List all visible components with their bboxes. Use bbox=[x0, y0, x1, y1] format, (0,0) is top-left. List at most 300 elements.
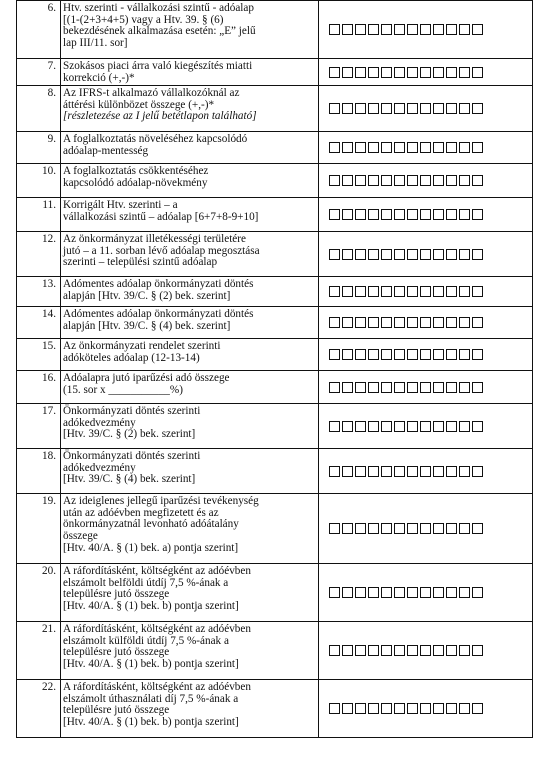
digit-box[interactable] bbox=[433, 317, 444, 328]
amount-cell bbox=[319, 339, 533, 371]
digit-box[interactable] bbox=[368, 209, 379, 220]
digit-box[interactable] bbox=[472, 466, 483, 477]
row-description bbox=[61, 339, 319, 371]
digit-box-group bbox=[329, 209, 532, 220]
description-line: [részletezése az I jelű betétlapon található] bbox=[63, 110, 257, 123]
digit-box[interactable] bbox=[459, 286, 470, 297]
digit-box[interactable] bbox=[394, 103, 405, 114]
digit-box[interactable] bbox=[407, 209, 418, 220]
description-line: A ráfordításként, költségként az adóévben bbox=[63, 565, 251, 578]
description-line: Adómentes adóalap önkormányzati döntés bbox=[63, 308, 254, 321]
digit-box[interactable] bbox=[433, 523, 444, 534]
digit-box[interactable] bbox=[394, 587, 405, 598]
digit-box[interactable] bbox=[355, 286, 366, 297]
digit-box[interactable] bbox=[394, 523, 405, 534]
digit-box[interactable] bbox=[420, 466, 431, 477]
digit-box[interactable] bbox=[433, 175, 444, 186]
digit-box[interactable] bbox=[394, 67, 405, 78]
digit-box-group bbox=[329, 523, 532, 534]
digit-box[interactable] bbox=[381, 349, 392, 360]
digit-box[interactable] bbox=[394, 466, 405, 477]
row-description bbox=[61, 371, 319, 404]
digit-box[interactable] bbox=[381, 209, 392, 220]
row-number: 19. bbox=[17, 494, 61, 564]
digit-box[interactable] bbox=[355, 175, 366, 186]
form-row bbox=[17, 339, 533, 371]
row-description bbox=[61, 198, 319, 232]
description-line: Szokásos piaci árra való kiegészítés miatti bbox=[63, 60, 253, 72]
digit-box[interactable] bbox=[472, 523, 483, 534]
row-number: 8. bbox=[17, 86, 61, 132]
digit-box-group bbox=[329, 466, 532, 477]
digit-box[interactable] bbox=[368, 421, 379, 432]
digit-box[interactable] bbox=[420, 703, 431, 714]
digit-box[interactable] bbox=[368, 103, 379, 114]
digit-box[interactable] bbox=[472, 142, 483, 153]
digit-box[interactable] bbox=[394, 142, 405, 153]
tax-form-table bbox=[16, 0, 533, 738]
digit-box-group bbox=[329, 645, 532, 656]
row-description bbox=[61, 59, 319, 86]
digit-box[interactable] bbox=[368, 349, 379, 360]
digit-box[interactable] bbox=[329, 587, 340, 598]
digit-box[interactable] bbox=[433, 142, 444, 153]
digit-box[interactable] bbox=[407, 175, 418, 186]
description-line: adóköteles adóalap (12-13-14) bbox=[63, 351, 200, 364]
digit-box[interactable] bbox=[420, 175, 431, 186]
digit-box[interactable] bbox=[459, 24, 470, 35]
row-number: 9. bbox=[17, 132, 61, 164]
digit-box-group bbox=[329, 349, 532, 360]
digit-box[interactable] bbox=[368, 24, 379, 35]
digit-box[interactable] bbox=[459, 587, 470, 598]
digit-box[interactable] bbox=[355, 317, 366, 328]
form-row bbox=[17, 371, 533, 404]
digit-box[interactable] bbox=[368, 249, 379, 260]
amount-cell bbox=[319, 371, 533, 404]
digit-box[interactable] bbox=[407, 142, 418, 153]
digit-box[interactable] bbox=[368, 645, 379, 656]
digit-box[interactable] bbox=[355, 466, 366, 477]
digit-box[interactable] bbox=[342, 349, 353, 360]
digit-box[interactable] bbox=[446, 523, 457, 534]
form-row bbox=[17, 449, 533, 494]
row-number: 15. bbox=[17, 339, 61, 371]
digit-box[interactable] bbox=[368, 175, 379, 186]
description-line: Az önkormányzati rendelet szerinti bbox=[63, 340, 221, 353]
description-line: szerinti – települési szintű adóalap bbox=[63, 256, 218, 269]
digit-box[interactable] bbox=[342, 645, 353, 656]
description-line: településre jutó összege bbox=[63, 646, 170, 659]
description-line: Htv. szerinti - vállalkozási szintű - adóalap bbox=[63, 2, 254, 14]
digit-box[interactable] bbox=[459, 466, 470, 477]
digit-box[interactable] bbox=[459, 142, 470, 153]
amount-cell bbox=[319, 232, 533, 277]
description-line: önkormányzatnál levonható adóátalány bbox=[63, 518, 239, 531]
digit-box[interactable] bbox=[381, 175, 392, 186]
row-description bbox=[61, 564, 319, 622]
digit-box[interactable] bbox=[472, 286, 483, 297]
digit-box[interactable] bbox=[459, 523, 470, 534]
digit-box[interactable] bbox=[420, 382, 431, 393]
digit-box[interactable] bbox=[355, 703, 366, 714]
digit-box[interactable] bbox=[472, 67, 483, 78]
amount-cell bbox=[319, 680, 533, 738]
digit-box[interactable] bbox=[459, 103, 470, 114]
digit-box[interactable] bbox=[381, 466, 392, 477]
row-number: 18. bbox=[17, 449, 61, 494]
digit-box[interactable] bbox=[433, 286, 444, 297]
digit-box[interactable] bbox=[394, 175, 405, 186]
digit-box[interactable] bbox=[342, 286, 353, 297]
digit-box[interactable] bbox=[433, 67, 444, 78]
digit-box[interactable] bbox=[433, 209, 444, 220]
description-line: [Htv. 40/A. § (1) bek. b) pontja szerint] bbox=[63, 599, 239, 612]
description-line: településre jutó összege bbox=[63, 588, 170, 601]
digit-box[interactable] bbox=[329, 703, 340, 714]
digit-box[interactable] bbox=[329, 645, 340, 656]
digit-box[interactable] bbox=[381, 286, 392, 297]
description-line: Az IFRS-t alkalmazó vállalkozóknál az bbox=[63, 87, 240, 100]
form-row bbox=[17, 680, 533, 738]
digit-box[interactable] bbox=[446, 703, 457, 714]
amount-cell bbox=[319, 564, 533, 622]
digit-box[interactable] bbox=[368, 317, 379, 328]
digit-box[interactable] bbox=[446, 466, 457, 477]
digit-box[interactable] bbox=[381, 382, 392, 393]
digit-box[interactable] bbox=[329, 466, 340, 477]
row-description bbox=[61, 132, 319, 164]
digit-box[interactable] bbox=[420, 142, 431, 153]
digit-box[interactable] bbox=[329, 286, 340, 297]
digit-box[interactable] bbox=[446, 209, 457, 220]
digit-box[interactable] bbox=[407, 24, 418, 35]
digit-box[interactable] bbox=[472, 249, 483, 260]
description-line: Önkormányzati döntés szerinti bbox=[63, 450, 201, 463]
amount-cell bbox=[319, 132, 533, 164]
digit-box[interactable] bbox=[407, 382, 418, 393]
digit-box[interactable] bbox=[433, 24, 444, 35]
digit-box[interactable] bbox=[329, 24, 340, 35]
digit-box[interactable] bbox=[433, 421, 444, 432]
digit-box[interactable] bbox=[446, 286, 457, 297]
form-row bbox=[17, 307, 533, 339]
digit-box[interactable] bbox=[407, 703, 418, 714]
digit-box[interactable] bbox=[459, 645, 470, 656]
digit-box[interactable] bbox=[446, 249, 457, 260]
row-number: 11. bbox=[17, 198, 61, 232]
digit-box[interactable] bbox=[368, 703, 379, 714]
digit-box[interactable] bbox=[355, 523, 366, 534]
form-row bbox=[17, 132, 533, 164]
amount-cell bbox=[319, 404, 533, 449]
description-line: [Htv. 39/C. § (2) bek. szerint] bbox=[63, 428, 196, 441]
digit-box[interactable] bbox=[446, 587, 457, 598]
digit-box[interactable] bbox=[420, 24, 431, 35]
digit-box[interactable] bbox=[329, 349, 340, 360]
digit-box[interactable] bbox=[472, 645, 483, 656]
digit-box[interactable] bbox=[368, 587, 379, 598]
digit-box[interactable] bbox=[368, 142, 379, 153]
digit-box-group bbox=[329, 175, 532, 186]
digit-box[interactable] bbox=[459, 317, 470, 328]
row-number: 16. bbox=[17, 371, 61, 404]
description-line: lap III/11. sor] bbox=[63, 36, 128, 49]
digit-box[interactable] bbox=[329, 142, 340, 153]
digit-box[interactable] bbox=[394, 209, 405, 220]
digit-box[interactable] bbox=[368, 466, 379, 477]
digit-box[interactable] bbox=[407, 523, 418, 534]
digit-box[interactable] bbox=[381, 24, 392, 35]
digit-box[interactable] bbox=[420, 645, 431, 656]
description-line: kapcsolódó adóalap-növekmény bbox=[63, 176, 208, 189]
digit-box[interactable] bbox=[420, 421, 431, 432]
digit-box[interactable] bbox=[329, 209, 340, 220]
digit-box[interactable] bbox=[459, 175, 470, 186]
digit-box[interactable] bbox=[342, 382, 353, 393]
digit-box[interactable] bbox=[342, 421, 353, 432]
digit-box[interactable] bbox=[459, 703, 470, 714]
digit-box[interactable] bbox=[433, 382, 444, 393]
row-description bbox=[61, 307, 319, 339]
digit-box[interactable] bbox=[329, 175, 340, 186]
digit-box[interactable] bbox=[381, 103, 392, 114]
digit-box[interactable] bbox=[433, 103, 444, 114]
description-line: bekezdésének alkalmazása esetén: „E” jelű bbox=[63, 25, 256, 38]
digit-box[interactable] bbox=[381, 317, 392, 328]
digit-box[interactable] bbox=[381, 703, 392, 714]
digit-box[interactable] bbox=[420, 587, 431, 598]
digit-box[interactable] bbox=[446, 645, 457, 656]
digit-box[interactable] bbox=[342, 523, 353, 534]
digit-box[interactable] bbox=[381, 249, 392, 260]
row-description bbox=[61, 277, 319, 307]
digit-box[interactable] bbox=[355, 421, 366, 432]
digit-box[interactable] bbox=[446, 142, 457, 153]
description-line: [Htv. 40/A. § (1) bek. a) pontja szerint] bbox=[63, 541, 239, 554]
digit-box[interactable] bbox=[407, 349, 418, 360]
amount-cell bbox=[319, 59, 533, 86]
description-line: A foglalkoztatás csökkentéséhez bbox=[63, 165, 209, 178]
digit-box[interactable] bbox=[407, 317, 418, 328]
description-line: után az adóévben megfizetett és az bbox=[63, 506, 219, 519]
digit-box[interactable] bbox=[472, 382, 483, 393]
digit-box[interactable] bbox=[472, 175, 483, 186]
digit-box[interactable] bbox=[355, 103, 366, 114]
row-description bbox=[61, 404, 319, 449]
form-row bbox=[17, 277, 533, 307]
row-description bbox=[61, 164, 319, 198]
digit-box[interactable] bbox=[329, 382, 340, 393]
digit-box[interactable] bbox=[355, 587, 366, 598]
digit-box[interactable] bbox=[342, 317, 353, 328]
digit-box[interactable] bbox=[381, 67, 392, 78]
digit-box[interactable] bbox=[394, 24, 405, 35]
digit-box[interactable] bbox=[355, 382, 366, 393]
digit-box[interactable] bbox=[342, 587, 353, 598]
digit-box[interactable] bbox=[394, 645, 405, 656]
amount-cell bbox=[319, 1, 533, 59]
digit-box[interactable] bbox=[355, 142, 366, 153]
form-row bbox=[17, 564, 533, 622]
digit-box[interactable] bbox=[355, 349, 366, 360]
description-line: Korrigált Htv. szerinti – a bbox=[63, 199, 178, 212]
digit-box[interactable] bbox=[472, 24, 483, 35]
digit-box[interactable] bbox=[433, 249, 444, 260]
row-description bbox=[61, 494, 319, 564]
digit-box[interactable] bbox=[355, 24, 366, 35]
digit-box[interactable] bbox=[342, 209, 353, 220]
description-line: Önkormányzati döntés szerinti bbox=[63, 405, 201, 418]
digit-box[interactable] bbox=[420, 209, 431, 220]
description-line: Adóalapra jutó iparűzési adó összege bbox=[63, 372, 230, 385]
row-number: 6. bbox=[17, 1, 61, 59]
digit-box[interactable] bbox=[420, 317, 431, 328]
digit-box[interactable] bbox=[368, 67, 379, 78]
digit-box[interactable] bbox=[446, 382, 457, 393]
digit-box[interactable] bbox=[342, 142, 353, 153]
description-line: adóalap-mentesség bbox=[63, 144, 149, 157]
digit-box[interactable] bbox=[394, 317, 405, 328]
description-line: A foglalkoztatás növeléséhez kapcsolódó bbox=[63, 133, 248, 146]
form-row bbox=[17, 198, 533, 232]
digit-box[interactable] bbox=[459, 249, 470, 260]
digit-box[interactable] bbox=[446, 24, 457, 35]
digit-box[interactable] bbox=[381, 587, 392, 598]
amount-cell bbox=[319, 277, 533, 307]
digit-box-group bbox=[329, 317, 532, 328]
digit-box[interactable] bbox=[381, 421, 392, 432]
digit-box[interactable] bbox=[394, 286, 405, 297]
digit-box[interactable] bbox=[394, 421, 405, 432]
digit-box[interactable] bbox=[329, 249, 340, 260]
digit-box[interactable] bbox=[459, 421, 470, 432]
digit-box[interactable] bbox=[446, 421, 457, 432]
description-line: vállalkozási szintű – adóalap [6+7+8-9+10] bbox=[63, 210, 259, 223]
description-line: településre jutó összege bbox=[63, 704, 170, 717]
digit-box[interactable] bbox=[329, 67, 340, 78]
digit-box[interactable] bbox=[433, 703, 444, 714]
digit-box[interactable] bbox=[407, 67, 418, 78]
digit-box[interactable] bbox=[420, 67, 431, 78]
digit-box[interactable] bbox=[420, 249, 431, 260]
amount-cell bbox=[319, 494, 533, 564]
digit-box[interactable] bbox=[446, 349, 457, 360]
description-line: [Htv. 39/C. § (4) bek. szerint] bbox=[63, 473, 196, 486]
digit-box[interactable] bbox=[407, 466, 418, 477]
form-row bbox=[17, 164, 533, 198]
digit-box[interactable] bbox=[420, 103, 431, 114]
form-row bbox=[17, 622, 533, 680]
digit-box[interactable] bbox=[368, 286, 379, 297]
digit-box[interactable] bbox=[342, 703, 353, 714]
form-row bbox=[17, 404, 533, 449]
row-description bbox=[61, 622, 319, 680]
digit-box[interactable] bbox=[446, 67, 457, 78]
row-description bbox=[61, 232, 319, 277]
digit-box[interactable] bbox=[472, 103, 483, 114]
digit-box[interactable] bbox=[355, 645, 366, 656]
digit-box[interactable] bbox=[394, 703, 405, 714]
description-line: elszámolt külföldi útdíj 7,5 %-ának a bbox=[63, 634, 229, 647]
description-line: áttérési különbözet összege (+,-)* bbox=[63, 98, 215, 111]
digit-box[interactable] bbox=[407, 645, 418, 656]
digit-box[interactable] bbox=[407, 421, 418, 432]
digit-box[interactable] bbox=[381, 523, 392, 534]
digit-box[interactable] bbox=[342, 67, 353, 78]
digit-box[interactable] bbox=[472, 317, 483, 328]
description-line: jutó – a 11. sorban lévő adóalap megosztása bbox=[63, 244, 260, 257]
digit-box[interactable] bbox=[420, 523, 431, 534]
digit-box[interactable] bbox=[420, 286, 431, 297]
digit-box[interactable] bbox=[407, 249, 418, 260]
digit-box[interactable] bbox=[394, 349, 405, 360]
digit-box[interactable] bbox=[329, 523, 340, 534]
digit-box[interactable] bbox=[368, 382, 379, 393]
row-number: 10. bbox=[17, 164, 61, 198]
digit-box[interactable] bbox=[459, 382, 470, 393]
row-description bbox=[61, 449, 319, 494]
digit-box[interactable] bbox=[381, 645, 392, 656]
form-row bbox=[17, 494, 533, 564]
digit-box[interactable] bbox=[407, 103, 418, 114]
digit-box[interactable] bbox=[472, 421, 483, 432]
digit-box[interactable] bbox=[433, 587, 444, 598]
digit-box[interactable] bbox=[342, 24, 353, 35]
digit-box[interactable] bbox=[446, 317, 457, 328]
digit-box[interactable] bbox=[342, 466, 353, 477]
digit-box[interactable] bbox=[433, 466, 444, 477]
digit-box[interactable] bbox=[381, 142, 392, 153]
digit-box[interactable] bbox=[355, 67, 366, 78]
description-line: A ráfordításként, költségként az adóévben bbox=[63, 623, 251, 636]
digit-box[interactable] bbox=[420, 349, 431, 360]
digit-box[interactable] bbox=[472, 209, 483, 220]
digit-box[interactable] bbox=[446, 175, 457, 186]
digit-box[interactable] bbox=[459, 67, 470, 78]
digit-box[interactable] bbox=[407, 286, 418, 297]
digit-box-group bbox=[329, 382, 532, 393]
digit-box[interactable] bbox=[329, 103, 340, 114]
digit-box[interactable] bbox=[433, 349, 444, 360]
digit-box[interactable] bbox=[459, 209, 470, 220]
description-line: korrekció (+,-)* bbox=[63, 71, 135, 84]
digit-box[interactable] bbox=[446, 103, 457, 114]
digit-box[interactable] bbox=[368, 523, 379, 534]
row-number: 14. bbox=[17, 307, 61, 339]
digit-box[interactable] bbox=[342, 249, 353, 260]
digit-box[interactable] bbox=[472, 703, 483, 714]
digit-box[interactable] bbox=[433, 645, 444, 656]
digit-box[interactable] bbox=[394, 382, 405, 393]
digit-box[interactable] bbox=[394, 249, 405, 260]
digit-box-group bbox=[329, 249, 532, 260]
digit-box[interactable] bbox=[355, 209, 366, 220]
digit-box[interactable] bbox=[472, 587, 483, 598]
description-line: (15. sor x ___________%) bbox=[63, 383, 183, 396]
digit-box[interactable] bbox=[329, 317, 340, 328]
digit-box[interactable] bbox=[472, 349, 483, 360]
digit-box[interactable] bbox=[342, 103, 353, 114]
digit-box-group bbox=[329, 103, 532, 114]
amount-cell bbox=[319, 164, 533, 198]
digit-box[interactable] bbox=[459, 349, 470, 360]
digit-box[interactable] bbox=[355, 249, 366, 260]
form-row bbox=[17, 86, 533, 132]
digit-box[interactable] bbox=[407, 587, 418, 598]
digit-box[interactable] bbox=[342, 175, 353, 186]
digit-box[interactable] bbox=[329, 421, 340, 432]
